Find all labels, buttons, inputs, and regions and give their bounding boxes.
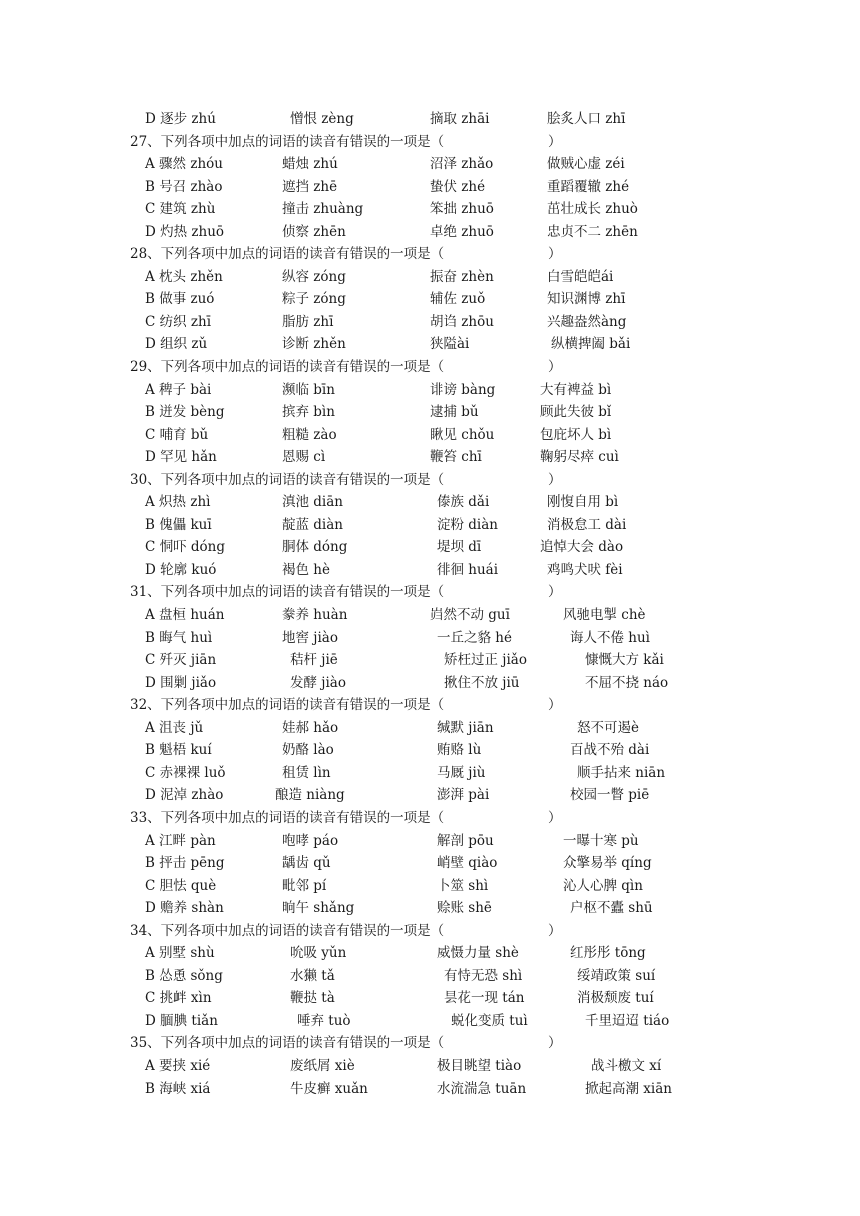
option-word: 岿然不动 guī <box>430 607 510 624</box>
option-word: 胡诌 zhōu <box>430 313 494 330</box>
option-word: 龋齿 qǔ <box>282 855 331 872</box>
option-word: 堤坝 dī <box>437 539 482 556</box>
option-word: 晌午 shǎng <box>282 900 355 917</box>
option-word: 消极颓废 tuí <box>577 990 654 1007</box>
option-word: 胴体 dóng <box>282 539 348 556</box>
option-word: 包庇坏人 bì <box>540 426 612 443</box>
answer-paren: ） <box>548 359 562 376</box>
question-line <box>0 920 860 943</box>
option-word: 鞠躬尽瘁 cuì <box>540 449 619 466</box>
question-line <box>0 131 860 154</box>
option-word: 发酵 jiào <box>290 674 346 691</box>
answer-paren: ） <box>548 1035 562 1052</box>
option-label-word: B 怂恿 sǒng <box>145 967 223 984</box>
option-label-word: D 轮廓 kuó <box>145 561 217 578</box>
question-line <box>0 1032 860 1055</box>
option-word: 侦察 zhēn <box>282 223 346 240</box>
option-word: 校园一瞥 piē <box>570 787 650 804</box>
question-line <box>0 581 860 604</box>
option-line <box>0 672 860 695</box>
option-line <box>0 852 860 875</box>
option-label-word: C 挑衅 xìn <box>145 990 212 1007</box>
option-line <box>0 198 860 221</box>
option-word: 毗邻 pí <box>282 877 327 894</box>
option-word: 废纸屑 xiè <box>290 1057 355 1074</box>
option-word: 恩赐 cì <box>282 449 326 466</box>
option-label-word: C 胆怯 què <box>145 877 217 894</box>
option-word: 诲人不倦 huì <box>570 629 650 646</box>
answer-paren: ） <box>548 697 562 714</box>
option-label-word: A 枕头 zhěn <box>145 268 223 285</box>
option-line <box>0 153 860 176</box>
option-label-word: D 逐步 zhú <box>145 111 216 127</box>
option-word: 奶酪 lào <box>282 742 334 759</box>
option-word: 红彤彤 tōng <box>570 945 646 962</box>
option-word: 马厩 jiù <box>437 764 486 781</box>
option-word: 卓绝 zhuō <box>430 223 494 240</box>
option-line <box>0 627 860 650</box>
option-word: 刚愎自用 bì <box>547 494 619 511</box>
option-word: 兴趣盎然àng <box>547 313 627 330</box>
option-word: 酿造 niàng <box>275 787 345 804</box>
option-line <box>0 649 860 672</box>
option-label-word: D 组织 zǔ <box>145 336 208 353</box>
option-word: 鞭挞 tà <box>290 990 335 1007</box>
option-word: 顺手拈来 niān <box>577 764 666 781</box>
option-word: 怒不可遏è <box>577 719 639 736</box>
option-word: 濒临 bīn <box>282 381 335 398</box>
option-word: 憎恨 zèng <box>290 111 354 127</box>
option-word: 遮挡 zhē <box>282 178 338 195</box>
option-word: 褐色 hè <box>282 561 330 578</box>
option-word: 百战不殆 dài <box>570 742 650 759</box>
option-word: 绥靖政策 suí <box>577 967 656 984</box>
option-line <box>0 717 860 740</box>
option-line <box>0 762 860 785</box>
answer-paren: ） <box>548 584 562 601</box>
option-word: 慷慨大方 kǎi <box>585 652 664 669</box>
option-line <box>0 830 860 853</box>
option-word: 沁人心脾 qìn <box>563 877 643 894</box>
option-line <box>0 604 860 627</box>
option-label-word: A 盘桓 huán <box>145 607 225 624</box>
option-word: 诊断 zhěn <box>282 336 346 353</box>
option-word: 水流湍急 tuān <box>437 1080 527 1097</box>
option-label-word: C 纺织 zhī <box>145 313 212 330</box>
option-line <box>0 965 860 988</box>
option-word: 蜕化变质 tuì <box>451 1012 528 1029</box>
option-label-word: D 罕见 hǎn <box>145 449 217 466</box>
option-line <box>0 784 860 807</box>
option-word: 滇池 diān <box>282 494 343 511</box>
answer-paren: ） <box>548 471 562 488</box>
option-label-word: B 晦气 huì <box>145 629 213 646</box>
option-label-word: C 恫吓 dóng <box>145 539 226 556</box>
option-line <box>0 739 860 762</box>
option-word: 战斗檄文 xí <box>591 1057 662 1074</box>
option-word: 纵横捭阖 bǎi <box>551 336 631 353</box>
option-line <box>0 987 860 1010</box>
option-label-word: B 做事 zuó <box>145 291 215 308</box>
option-word: 顾此失彼 bǐ <box>540 404 612 421</box>
option-word: 大有裨益 bì <box>540 381 612 398</box>
option-label-word: A 稗子 bài <box>145 381 212 398</box>
option-label-word: B 号召 zhào <box>145 178 223 195</box>
option-word: 极目眺望 tiào <box>437 1057 522 1074</box>
option-word: 辅佐 zuǒ <box>430 291 486 308</box>
option-word: 揪住不放 jiū <box>444 674 520 691</box>
question-text: 30、下列各项中加点的词语的读音有错误的一项是（ <box>130 471 445 488</box>
option-line <box>0 108 860 131</box>
answer-paren: ） <box>548 922 562 939</box>
option-line <box>0 1078 860 1101</box>
option-word: 水獭 tǎ <box>290 967 335 984</box>
option-word: 豢养 huàn <box>282 607 348 624</box>
option-word: 摈弃 bìn <box>282 404 335 421</box>
question-line <box>0 356 860 379</box>
option-word: 掀起高潮 xiān <box>585 1080 672 1097</box>
question-text: 27、下列各项中加点的词语的读音有错误的一项是（ <box>130 133 445 150</box>
option-word: 瞅见 chǒu <box>430 426 495 443</box>
option-word: 澎湃 pài <box>437 787 490 804</box>
option-label-word: A 要挟 xié <box>145 1057 211 1074</box>
option-word: 蛰伏 zhé <box>430 178 486 195</box>
option-word: 消极怠工 dài <box>547 516 627 533</box>
option-label-word: B 抨击 pēng <box>145 855 225 872</box>
option-line <box>0 559 860 582</box>
option-label-word: A 别墅 shù <box>145 945 215 962</box>
answer-paren: ） <box>548 133 562 150</box>
option-word: 纵容 zóng <box>282 268 346 285</box>
question-line <box>0 243 860 266</box>
option-word: 风驰电掣 chè <box>563 607 646 624</box>
option-word: 撞击 zhuàng <box>282 201 364 218</box>
option-word: 粗糙 zào <box>282 426 337 443</box>
answer-paren: ） <box>548 246 562 263</box>
option-label-word: D 泥淖 zhào <box>145 787 224 804</box>
option-label-word: A 沮丧 jǔ <box>145 719 204 736</box>
option-word: 户枢不蠹 shū <box>570 900 653 917</box>
option-word: 众擎易举 qíng <box>563 855 652 872</box>
option-word: 有恃无恐 shì <box>444 967 523 984</box>
option-word: 地窖 jiào <box>282 629 338 646</box>
option-line <box>0 1055 860 1078</box>
question-text: 31、下列各项中加点的词语的读音有错误的一项是（ <box>130 584 445 601</box>
option-line <box>0 942 860 965</box>
option-word: 做贼心虚 zéi <box>547 156 625 173</box>
option-word: 缄默 jiān <box>437 719 494 736</box>
option-label-word: D 灼热 zhuō <box>145 223 225 240</box>
option-word: 逮捕 bǔ <box>430 404 479 421</box>
option-word: 白雪皑皑ái <box>547 268 614 285</box>
option-label-word: C 歼灭 jiān <box>145 652 217 669</box>
option-line <box>0 401 860 424</box>
option-word: 一曝十寒 pù <box>563 832 639 849</box>
option-label-word: B 海峡 xiá <box>145 1080 211 1097</box>
option-word: 唾弃 tuò <box>297 1012 351 1029</box>
option-word: 咆哮 páo <box>282 832 339 849</box>
option-word: 矫枉过正 jiǎo <box>444 652 527 669</box>
option-word: 忠贞不二 zhēn <box>547 223 638 240</box>
exam-page <box>0 108 860 1100</box>
option-label-word: C 赤裸裸 luǒ <box>145 764 226 781</box>
option-word: 脂肪 zhī <box>282 313 334 330</box>
option-word: 摘取 zhāi <box>430 111 490 127</box>
option-word: 鞭笞 chī <box>430 449 482 466</box>
option-label-word: B 魁梧 kuí <box>145 742 212 759</box>
option-word: 租赁 lìn <box>282 764 331 781</box>
option-word: 振奋 zhèn <box>430 268 494 285</box>
option-word: 峭壁 qiào <box>437 855 498 872</box>
option-line <box>0 491 860 514</box>
option-word: 解剖 pōu <box>437 832 494 849</box>
option-line <box>0 536 860 559</box>
option-label-word: B 迸发 bèng <box>145 404 225 421</box>
option-line <box>0 897 860 920</box>
option-word: 沼泽 zhǎo <box>430 156 494 173</box>
option-word: 不屈不挠 náo <box>585 674 669 691</box>
option-word: 贿赂 lù <box>437 742 482 759</box>
option-word: 狭隘ài <box>430 336 470 353</box>
option-line <box>0 176 860 199</box>
option-line <box>0 514 860 537</box>
question-text: 35、下列各项中加点的词语的读音有错误的一项是（ <box>130 1035 445 1052</box>
question-line <box>0 469 860 492</box>
option-word: 秸杆 jiē <box>290 652 338 669</box>
option-word: 娃郝 hǎo <box>282 719 339 736</box>
option-word: 徘徊 huái <box>437 561 499 578</box>
option-line <box>0 875 860 898</box>
option-line <box>0 1010 860 1033</box>
option-line <box>0 446 860 469</box>
option-line <box>0 333 860 356</box>
option-word: 靛蓝 diàn <box>282 516 343 533</box>
option-label-word: D 赡养 shàn <box>145 900 224 917</box>
option-word: 千里迢迢 tiáo <box>585 1012 670 1029</box>
option-line <box>0 424 860 447</box>
option-line <box>0 266 860 289</box>
question-text: 28、下列各项中加点的词语的读音有错误的一项是（ <box>130 246 445 263</box>
option-label-word: A 骤然 zhóu <box>145 156 223 173</box>
option-word: 卜筮 shì <box>437 877 489 894</box>
option-label-word: D 腼腆 tiǎn <box>145 1012 218 1029</box>
option-word: 一丘之貉 hé <box>437 629 512 646</box>
option-label-word: C 哺育 bǔ <box>145 426 209 443</box>
option-word: 脍炙人口 zhī <box>547 111 626 127</box>
option-word: 笨拙 zhuō <box>430 201 494 218</box>
question-text: 29、下列各项中加点的词语的读音有错误的一项是（ <box>130 359 445 376</box>
option-word: 诽谤 bàng <box>430 381 496 398</box>
option-label-word: D 围剿 jiǎo <box>145 674 217 691</box>
question-line <box>0 807 860 830</box>
answer-paren: ） <box>548 809 562 826</box>
option-word: 威慑力量 shè <box>437 945 519 962</box>
option-word: 淀粉 diàn <box>437 516 498 533</box>
option-label-word: A 炽热 zhì <box>145 494 211 511</box>
option-line <box>0 379 860 402</box>
option-word: 昙花一现 tán <box>444 990 525 1007</box>
option-word: 鸡鸣犬吠 fèi <box>547 561 623 578</box>
option-word: 傣族 dǎi <box>437 494 490 511</box>
option-label-word: A 江畔 pàn <box>145 832 216 849</box>
option-word: 知识渊博 zhī <box>547 291 626 308</box>
option-word: 粽子 zóng <box>282 291 346 308</box>
option-word: 重蹈覆辙 zhé <box>547 178 630 195</box>
option-word: 蜡烛 zhú <box>282 156 338 173</box>
question-text: 32、下列各项中加点的词语的读音有错误的一项是（ <box>130 697 445 714</box>
option-word: 茁壮成长 zhuò <box>547 201 638 218</box>
option-line <box>0 221 860 244</box>
question-text: 34、下列各项中加点的词语的读音有错误的一项是（ <box>130 922 445 939</box>
option-label-word: B 傀儡 kuī <box>145 516 212 533</box>
option-line <box>0 288 860 311</box>
option-word: 赊账 shē <box>437 900 492 917</box>
option-word: 追悼大会 dào <box>540 539 624 556</box>
option-word: 牛皮癣 xuǎn <box>290 1080 368 1097</box>
option-word: 吮吸 yǔn <box>290 945 347 962</box>
option-label-word: C 建筑 zhù <box>145 201 216 218</box>
question-text: 33、下列各项中加点的词语的读音有错误的一项是（ <box>130 809 445 826</box>
question-line <box>0 694 860 717</box>
option-line <box>0 311 860 334</box>
